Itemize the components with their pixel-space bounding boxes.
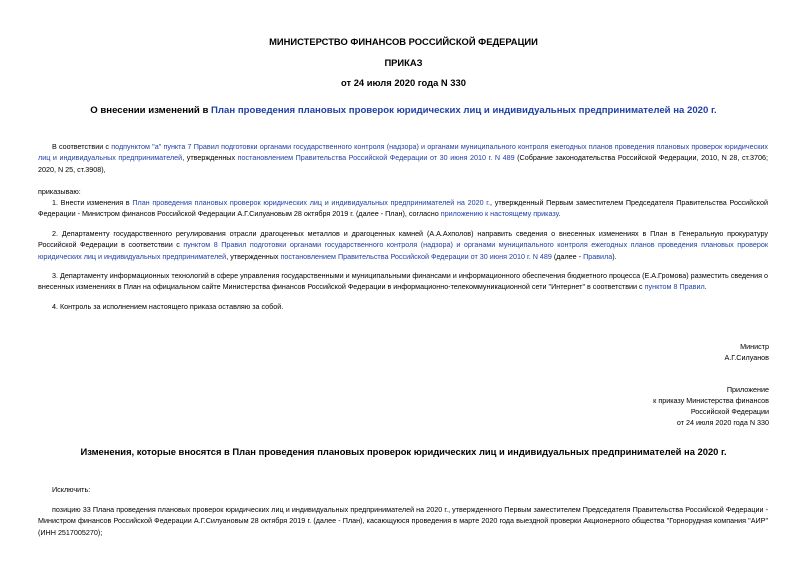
item3-text-2: . bbox=[704, 282, 707, 292]
order-item-4: 4. Контроль за исполнением настоящего приказа оставляю за собой. bbox=[52, 302, 284, 311]
signature-block bbox=[725, 341, 770, 363]
item2-text-4: ). bbox=[612, 251, 617, 261]
position-33-paragraph: позицию 33 Плана проведения плановых проверок юридических лиц и индивидуальных предпринимателей на 2020 г., утвержденного Первым заместителем Председателя Правительства Российской Федерации - Министром финансов Российской Федерации А.Г.Силуановым 28 октября 2019 г. (далее - План), касающуюся проведения в марте 2020 года выездной проверки Акционерного общества "Горнорудная компания "АИР" (ИНН 2517005270); bbox=[38, 505, 768, 537]
document-title-prefix: О внесении изменений в bbox=[90, 105, 212, 116]
item2-resolution-link[interactable]: постановлением Правительства Российской Федерации от 30 июня 2010 г. N 489 bbox=[280, 251, 552, 261]
exclude-word: Исключить: bbox=[52, 485, 91, 494]
plan-link[interactable]: План проведения плановых проверок юридических лиц и индивидуальных предпринимателей на 2020 г. bbox=[211, 105, 717, 116]
appendix-line-1: к приказу Министерства финансов bbox=[653, 396, 769, 405]
signature-position: Министр bbox=[740, 342, 769, 351]
changes-title: Изменения, которые вносятся в План проведения плановых проверок юридических лиц и индивидуальных предпринимателей на 2020 г. bbox=[80, 446, 727, 457]
order-word: приказываю: bbox=[38, 187, 81, 196]
preamble-text-3: (Собрание законодательства Российской Федерации, 2010, N 28, ст.3706; 2020, N 25, ст.3908), bbox=[38, 153, 769, 174]
document-date-number: от 24 июля 2020 года N 330 bbox=[341, 77, 466, 88]
item2-rules-short-link[interactable]: Правила bbox=[583, 251, 613, 261]
document-title bbox=[0, 105, 807, 116]
item2-text-2: , утвержденных bbox=[226, 251, 281, 261]
appendix-line-3: от 24 июля 2020 года N 330 bbox=[676, 418, 769, 427]
item1-appendix-link[interactable]: приложению к настоящему приказу bbox=[440, 209, 559, 219]
order-item-1 bbox=[38, 197, 768, 220]
order-item-2 bbox=[38, 228, 768, 262]
item3-text-1: 3. Департаменту информационных технологий в сфере управления государственными и муниципальными финансами и информационного обеспечения бюджетного процесса (Е.А.Громова) разместить сведения о внесенных изменениях в План на официальном сайте Министерства финансов Российской Федерации в информационно-телекоммуникационной сети "Интернет" в соответствии с bbox=[38, 271, 768, 292]
item3-rules-point-link[interactable]: пунктом 8 Правил bbox=[644, 282, 705, 292]
item1-text-1: 1. Внести изменения в bbox=[52, 198, 133, 207]
appendix-label: Приложение bbox=[726, 385, 769, 394]
appendix-line-2: Российской Федерации bbox=[690, 407, 769, 416]
ministry-heading: МИНИСТЕРСТВО ФИНАНСОВ РОССИЙСКОЙ ФЕДЕРАЦИИ bbox=[269, 36, 538, 47]
item2-text-3: (далее - bbox=[551, 251, 584, 261]
appendix-block bbox=[653, 384, 769, 428]
item2-rules-link[interactable]: пунктом 8 Правил подготовки органами государственного контроля (надзора) и органами муниципального контроля ежегодных планов проведения плановых проверок юридических лиц и индивидуальных предпринимателей bbox=[38, 240, 768, 261]
item2-text-1: 2. Департаменту государственного регулирования отрасли драгоценных металлов и драгоценных камней (А.А.Ахполов) направить сведения о внесенных изменениях в План в Генеральную прокуратуру Российской Федерации в соответствии с bbox=[38, 229, 768, 250]
signature-name: А.Г.Силуанов bbox=[724, 353, 769, 362]
item1-text-3: . bbox=[558, 209, 561, 219]
item1-plan-link[interactable]: План проведения плановых проверок юридических лиц и индивидуальных предпринимателей на 2020 г. bbox=[132, 198, 491, 207]
preamble-text-1: В соответствии с bbox=[52, 142, 112, 151]
rules-subpoint-link[interactable]: подпунктом "а" пункта 7 Правил подготовки органами государственного контроля (надзора) и органами муниципального контроля ежегодных планов проведения плановых проверок юридических лиц и индивидуальных предпринимателей bbox=[38, 142, 769, 163]
preamble-text-2: , утвержденных bbox=[182, 153, 238, 163]
order-item-3 bbox=[38, 270, 768, 293]
preamble-paragraph bbox=[38, 141, 768, 175]
item1-text-2: , утвержденный Первым заместителем Председателя Правительства Российской Федерации - Министром финансов Российской Федерации А.Г.Силуановым 28 октября 2019 г. (далее - План), согласно bbox=[38, 198, 768, 219]
document-type-heading: ПРИКАЗ bbox=[384, 57, 423, 68]
government-resolution-link[interactable]: постановлением Правительства Российской Федерации от 30 июня 2010 г. N 489 bbox=[237, 153, 515, 163]
